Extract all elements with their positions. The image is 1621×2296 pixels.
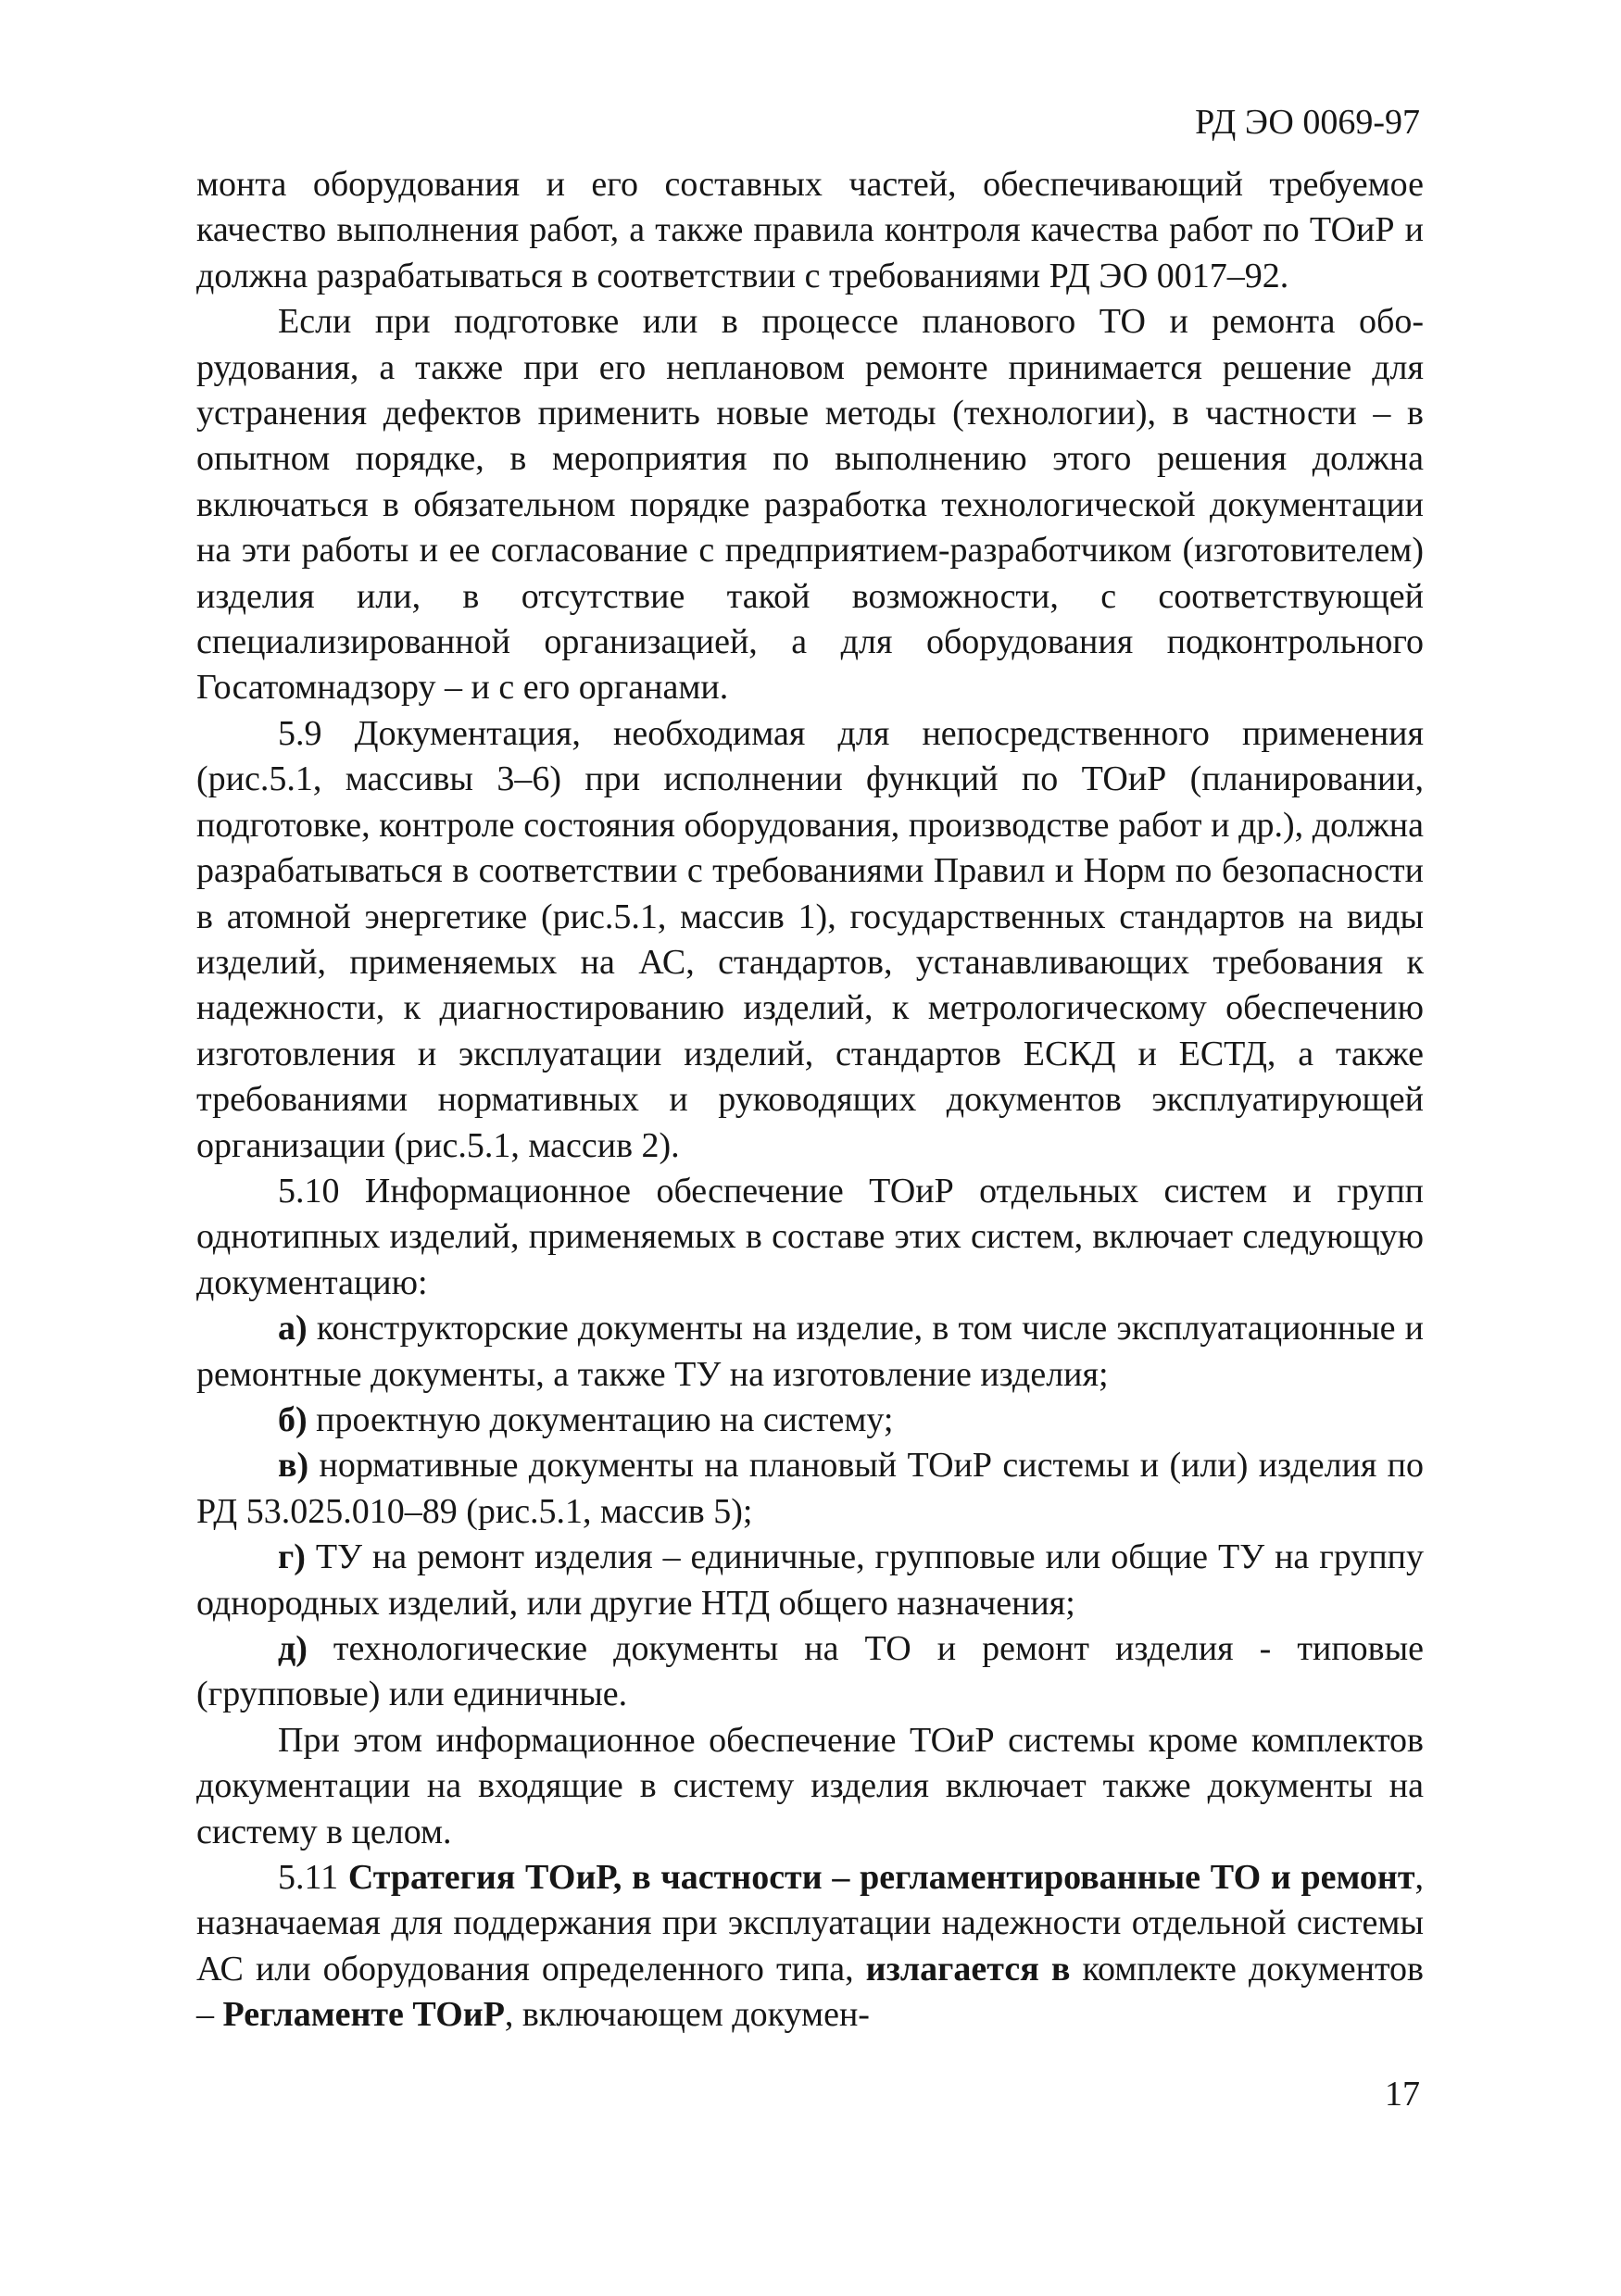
page-number: 17 (1385, 2075, 1420, 2114)
list-marker: д) (278, 1629, 308, 1668)
paragraph-5-10: 5.10 Информационное обеспечение ТОиР отдельных систем и групп однотипных изделий, применяемых в составе этих систем, включает следующую документацию: (196, 1171, 1424, 1302)
list-item-v (196, 1443, 1424, 1535)
document-code: РД ЭО 0069-97 (1195, 103, 1420, 142)
paragraph-5-9: 5.9 Документация, необходимая для непосредственного применения (рис.5.1, массивы 3–6) при исполнении функций по ТОиР (планировании, подготовке, контроле состояния оборудования, производстве работ и др.), должна разрабатываться в соответствии с требованиями Правил и Норм по безопасности в атомной энергетике (рис.5.1, массив 1), государственных стандартов на виды изделий, применяемых на АС, стандартов, устанавливающих требования к надежности, к диагностированию изделий, к метрологическому обеспечению изготовления и эксплуатации изделий, стандартов ЕСКД и ЕСТД, а также требованиями нормативных и руководящих документов эксплуатирующей организации (рис.5.1, массив 2). (196, 713, 1424, 1165)
bold-term-reglament: Регламенте ТОиР (222, 1995, 505, 2035)
list-marker: а) (278, 1309, 308, 1349)
clause-text: , включающем докумен- (504, 1995, 870, 2035)
list-text: нормативные документы на плановый ТОиР системы и (или) изделия по РД 53.025.010–89 (рис.5.1, массив 5); (196, 1446, 1424, 1531)
list-text: ТУ на ремонт изделия – единичные, групповые или общие ТУ на группу однородных изделий, или другие НТД общего назначения; (196, 1537, 1424, 1623)
list-item-g (196, 1535, 1424, 1626)
document-body (196, 162, 1424, 2039)
bold-term-strategy: Стратегия ТОиР, в частности – регламентированные ТО и ремонт (347, 1858, 1415, 1898)
list-marker: в) (278, 1446, 309, 1486)
paragraph-system-docs: При этом информационное обеспечение ТОиР системы кроме комплектов документации на входящие в систему изделия включает также документы на систему в целом. (196, 1720, 1424, 1851)
paragraph-new-methods: Если при подготовке или в процессе планового ТО и ремонта оборудования, а также при его неплановом ремонте принимается решение для устранения дефектов применить новые методы (технологии), в частности – в опытном порядке, в мероприятия по выполнению этого решения должна включаться в обязательном порядке разработка технологической документации на эти работы и ее согласование с предприятием-разработчиком (изготовителем) изделия или, в отсутствие такой возможности, с соответствующей специализированной организацией, а для оборудования подконтрольного Госатомнадзору – и с его органами. (196, 302, 1424, 708)
list-item-a (196, 1306, 1424, 1398)
paragraph-continuation: монта оборудования и его составных частей, обеспечивающий требуемое качество выполнения работ, а также правила контроля качества работ по ТОиР и должна разрабатываться в соответствии с требованиями РД ЭО 0017–92. (196, 165, 1424, 295)
clause-text: комплекте документов – (196, 1949, 1424, 2035)
clause-text: , назначаемая для поддержания при эксплуатации надежности отдельной системы АС или оборудования определенного типа, (196, 1858, 1424, 1989)
list-text: проектную документацию на систему; (307, 1399, 894, 1439)
list-marker: г) (278, 1537, 306, 1577)
list-marker: б) (278, 1399, 308, 1439)
clause-number: 5.11 (278, 1858, 348, 1898)
list-text: конструкторские документы на изделие, в том числе эксплуатационные и ремонтные документы, а также ТУ на изготовление изделия; (196, 1309, 1424, 1394)
bold-term-set-out: излагается в (865, 1949, 1071, 1989)
paragraph-5-11 (196, 1855, 1424, 2039)
list-item-b (196, 1398, 1424, 1443)
list-text: технологические документы на ТО и ремонт изделия - типовые (групповые) или единичные. (196, 1629, 1424, 1714)
list-item-d (196, 1626, 1424, 1718)
